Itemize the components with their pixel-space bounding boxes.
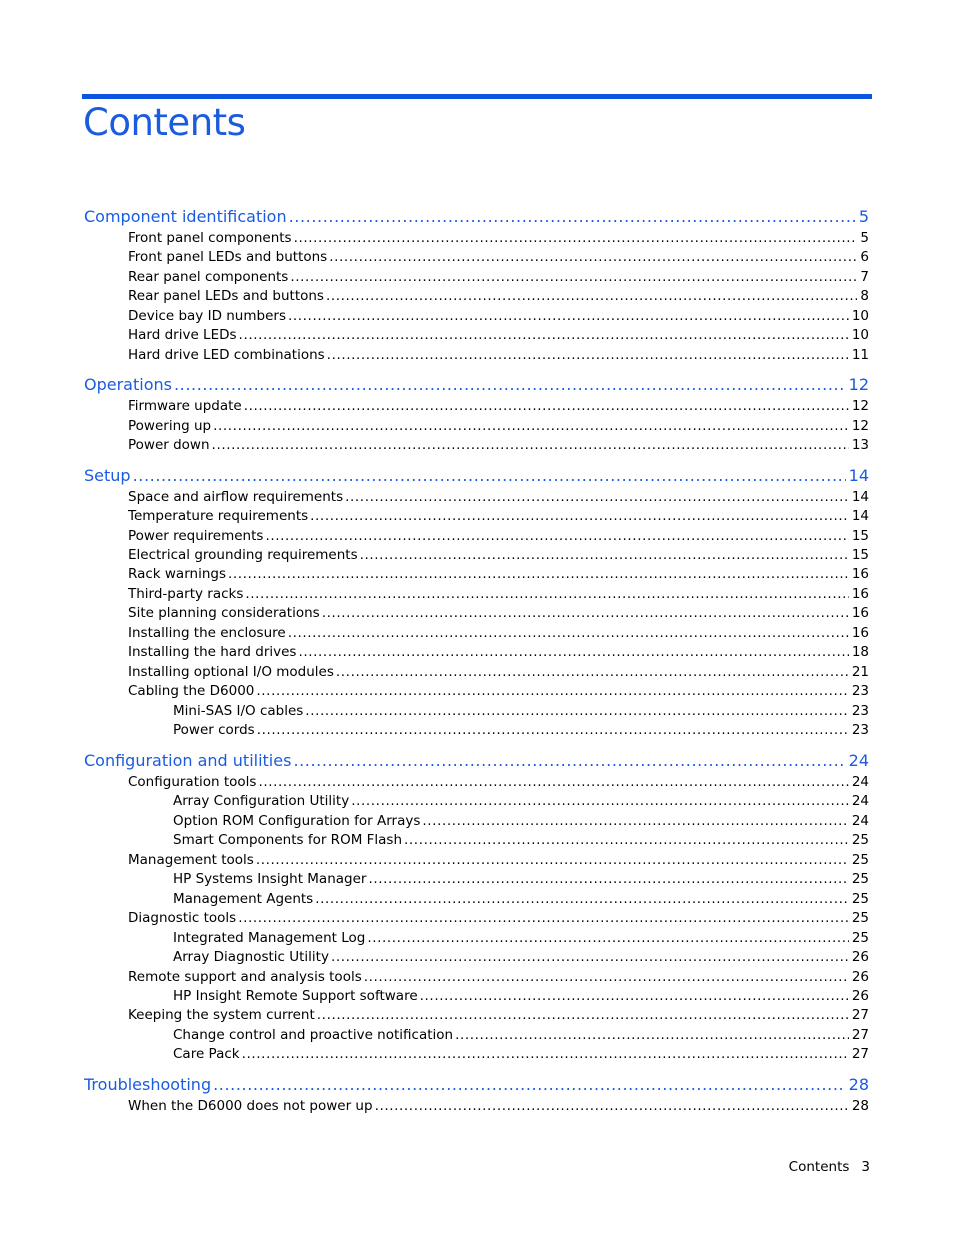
toc-entry-title: Rear panel LEDs and buttons [128,288,324,304]
toc-page-number: 24 [851,793,869,809]
toc-dot-leader [213,417,849,435]
toc-chapter-entry[interactable] [84,751,869,771]
toc-section-entry[interactable] [128,397,869,415]
toc-entry-title: Setup [84,466,131,485]
toc-dot-leader [244,397,849,415]
toc-entry-title: Diagnostic tools [128,910,237,926]
toc-page-number: 16 [851,605,869,621]
toc-entry-title: Configuration and utilities [84,751,292,770]
toc-section-entry[interactable] [128,624,869,642]
toc-section-entry[interactable] [128,229,869,247]
toc-dot-leader [242,1045,849,1063]
toc-entry-title: Smart Components for ROM Flash [173,832,403,848]
toc-entry-title: Troubleshooting [84,1075,212,1094]
toc-section-entry[interactable] [128,663,869,681]
toc-page-number: 25 [851,930,869,946]
toc-section-entry[interactable] [128,565,869,583]
toc-entry-title: Installing optional I/O modules [128,664,334,680]
toc-dot-leader [256,682,848,700]
toc-section-entry[interactable] [128,417,869,435]
toc-dot-leader [364,968,849,986]
toc-dot-leader [290,268,857,286]
toc-dot-leader [288,307,849,325]
toc-section-entry[interactable] [128,585,869,603]
toc-page-number: 5 [858,207,869,226]
toc-dot-leader [315,890,849,908]
toc-entry-title: Cabling the D6000 [128,683,255,699]
toc-entry-title: HP Systems Insight Manager [173,871,367,887]
toc-section-entry[interactable] [173,948,869,966]
toc-page-number: 8 [860,288,869,304]
toc-entry-title: Change control and proactive notification [173,1027,454,1043]
toc-page-number: 16 [851,586,869,602]
toc-page-number: 6 [860,249,869,265]
toc-section-entry[interactable] [128,604,869,622]
toc-page-number: 28 [848,1075,869,1094]
toc-dot-leader [265,527,848,545]
toc-entry-title: Third-party racks [128,586,244,602]
toc-entry-title: Installing the hard drives [128,644,297,660]
toc-section-entry[interactable] [128,326,869,344]
toc-entry-title: Operations [84,375,172,394]
toc-section-entry[interactable] [173,1045,869,1063]
toc-dot-leader [326,287,857,305]
toc-page-number: 11 [851,347,869,363]
toc-page-number: 12 [851,418,869,434]
toc-entry-title: Site planning considerations [128,605,320,621]
toc-page-number: 16 [851,566,869,582]
toc-entry-title: Front panel components [128,230,292,246]
toc-page-number: 14 [851,508,869,524]
toc-dot-leader [336,663,849,681]
toc-chapter-entry[interactable] [84,466,869,486]
toc-dot-leader [289,207,856,227]
toc-page-number: 23 [851,722,869,738]
toc-entry-title: Powering up [128,418,212,434]
toc-entry-title: Care Pack [173,1046,240,1062]
page-footer [600,1159,870,1175]
toc-entry-title: Power cords [173,722,255,738]
toc-dot-leader [368,870,848,888]
toc-entry-title: Device bay ID numbers [128,308,286,324]
toc-entry-title: Hard drive LED combinations [128,347,325,363]
toc-dot-leader [367,929,848,947]
toc-section-entry[interactable] [128,1006,869,1024]
toc-dot-leader [213,1075,846,1095]
toc-section-entry[interactable] [173,870,869,888]
toc-page-number: 25 [851,871,869,887]
toc-dot-leader [257,721,849,739]
toc-dot-leader [420,987,849,1005]
toc-section-entry[interactable] [128,1097,869,1115]
toc-page-number: 24 [851,774,869,790]
toc-dot-leader [329,248,857,266]
toc-entry-title: Integrated Management Log [173,930,366,946]
toc-dot-leader [455,1026,849,1044]
toc-section-entry[interactable] [173,987,869,1005]
toc-dot-leader [174,375,846,395]
toc-entry-title: Temperature requirements [128,508,309,524]
toc-dot-leader [345,488,849,506]
toc-page-number: 12 [848,375,869,394]
toc-dot-leader [310,507,849,525]
toc-section-entry[interactable] [173,792,869,810]
toc-section-entry[interactable] [128,248,869,266]
toc-entry-title: Hard drive LEDs [128,327,237,343]
toc-entry-title: Array Diagnostic Utility [173,949,329,965]
toc-dot-leader [239,326,849,344]
toc-page-number: 21 [851,664,869,680]
toc-section-entry[interactable] [173,890,869,908]
toc-entry-title: Management tools [128,852,254,868]
toc-entry-title: Front panel LEDs and buttons [128,249,328,265]
toc-page-number: 28 [851,1098,869,1114]
toc-page-number: 14 [848,466,869,485]
toc-dot-leader [422,812,848,830]
toc-dot-leader [317,1006,849,1024]
toc-entry-title: Space and airflow requirements [128,489,344,505]
toc-dot-leader [293,751,845,771]
toc-entry-title: Installing the enclosure [128,625,286,641]
toc-dot-leader [133,466,846,486]
toc-dot-leader [212,436,849,454]
title-rule [82,94,872,99]
toc-section-entry[interactable] [173,721,869,739]
toc-section-entry[interactable] [173,812,869,830]
toc-page-number: 25 [851,910,869,926]
toc-page-number: 26 [851,969,869,985]
toc-section-entry[interactable] [128,773,869,791]
toc-page-number: 26 [851,949,869,965]
toc-dot-leader [298,643,848,661]
toc-section-entry[interactable] [128,268,869,286]
toc-entry-title: Management Agents [173,891,314,907]
toc-dot-leader [228,565,849,583]
toc-entry-title: Option ROM Configuration for Arrays [173,813,421,829]
toc-entry-title: HP Insight Remote Support software [173,988,418,1004]
toc-page-number: 25 [851,891,869,907]
toc-dot-leader [256,851,849,869]
toc-page-number: 26 [851,988,869,1004]
toc-page-number: 15 [851,528,869,544]
toc-entry-title: When the D6000 does not power up [128,1098,373,1114]
toc-dot-leader [245,585,848,603]
page-title: Contents [83,101,246,144]
toc-section-entry[interactable] [128,287,869,305]
toc-page-number: 15 [851,547,869,563]
toc-dot-leader [404,831,849,849]
toc-dot-leader [360,546,849,564]
toc-section-entry[interactable] [173,929,869,947]
toc-page-number: 10 [851,327,869,343]
toc-dot-leader [327,346,849,364]
toc-entry-title: Mini-SAS I/O cables [173,703,304,719]
toc-dot-leader [288,624,849,642]
toc-section-entry[interactable] [173,831,869,849]
toc-section-entry[interactable] [173,702,869,720]
toc-entry-title: Power down [128,437,210,453]
toc-entry-title: Electrical grounding requirements [128,547,358,563]
toc-dot-leader [331,948,849,966]
toc-dot-leader [322,604,849,622]
toc-entry-title: Array Configuration Utility [173,793,350,809]
toc-dot-leader [238,909,849,927]
toc-page-number: 5 [860,230,869,246]
toc-page-number: 7 [860,269,869,285]
toc-page-number: 14 [851,489,869,505]
toc-page-number: 24 [851,813,869,829]
toc-page-number: 18 [851,644,869,660]
toc-page-number: 16 [851,625,869,641]
toc-section-entry[interactable] [128,968,869,986]
toc-chapter-entry[interactable] [84,207,869,227]
toc-entry-title: Rear panel components [128,269,289,285]
toc-page-number: 23 [851,703,869,719]
toc-chapter-entry[interactable] [84,1075,869,1095]
footer-page-number: 3 [861,1159,870,1175]
toc-section-entry[interactable] [128,546,869,564]
toc-dot-leader [375,1097,849,1115]
toc-section-entry[interactable] [128,643,869,661]
toc-entry-title: Remote support and analysis tools [128,969,362,985]
toc-section-entry[interactable] [128,346,869,364]
toc-page-number: 12 [851,398,869,414]
toc-section-entry[interactable] [128,851,869,869]
toc-section-entry[interactable] [128,682,869,700]
toc-section-entry[interactable] [128,436,869,454]
toc-entry-title: Component identification [84,207,287,226]
toc-dot-leader [258,773,848,791]
footer-label: Contents [788,1159,850,1175]
toc-page-number: 10 [851,308,869,324]
toc-page-number: 24 [848,751,869,770]
toc-page-number: 25 [851,852,869,868]
toc-section-entry[interactable] [128,507,869,525]
toc-entry-title: Configuration tools [128,774,257,790]
toc-page-number: 27 [851,1007,869,1023]
toc-entry-title: Power requirements [128,528,264,544]
toc-dot-leader [351,792,849,810]
toc-entry-title: Keeping the system current [128,1007,315,1023]
toc-entry-title: Firmware update [128,398,242,414]
toc-section-entry[interactable] [128,488,869,506]
toc-dot-leader [305,702,849,720]
toc-section-entry[interactable] [173,1026,869,1044]
toc-page-number: 13 [851,437,869,453]
toc-dot-leader [294,229,858,247]
toc-section-entry[interactable] [128,527,869,545]
toc-page-number: 25 [851,832,869,848]
toc-section-entry[interactable] [128,909,869,927]
toc-page-number: 27 [851,1046,869,1062]
toc-page-number: 27 [851,1027,869,1043]
toc-entry-title: Rack warnings [128,566,226,582]
toc-chapter-entry[interactable] [84,375,869,395]
toc-page-number: 23 [851,683,869,699]
toc-section-entry[interactable] [128,307,869,325]
